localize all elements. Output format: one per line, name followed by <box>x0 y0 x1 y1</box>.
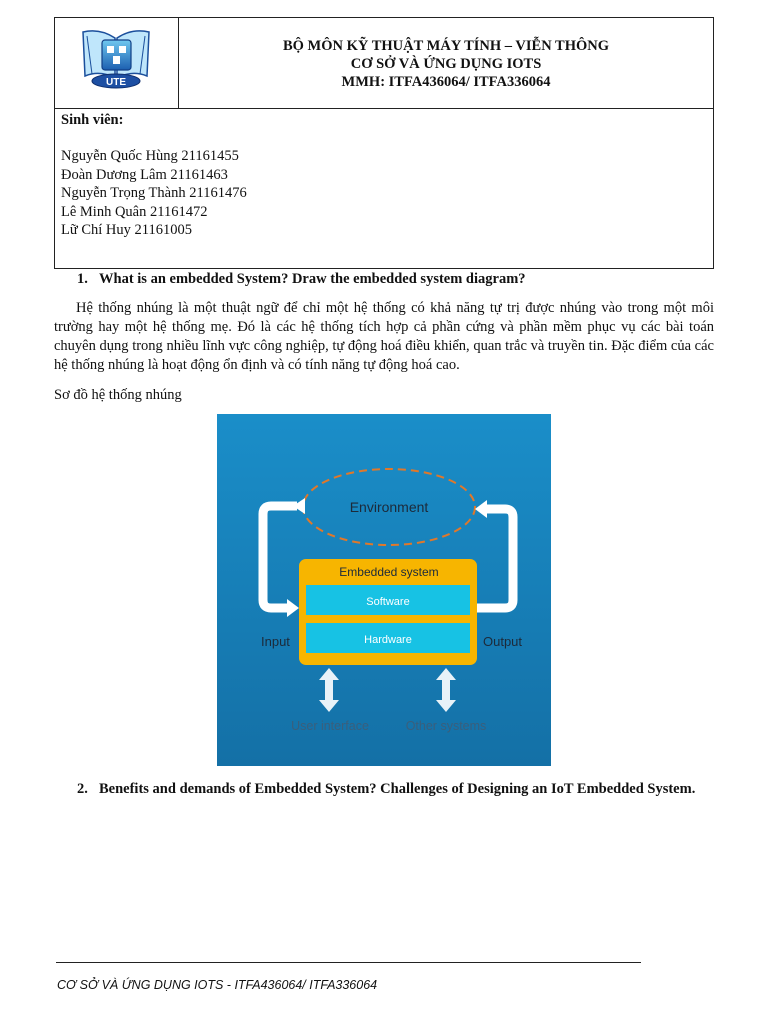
diagram-caption: Sơ đồ hệ thống nhúng <box>54 387 182 403</box>
user-interface-label: User interface <box>291 719 369 733</box>
question-2-number: 2. <box>77 781 88 797</box>
environment-label: Environment <box>349 499 429 515</box>
students-cell <box>55 109 713 268</box>
input-label: Input <box>261 634 290 649</box>
student-item: Đoàn Dương Lâm 21161463 <box>61 166 228 183</box>
logo-cell <box>55 18 179 108</box>
paragraph-text: Hệ thống nhúng là một thuật ngữ để chỉ một hệ thống có khả năng tự trị được nhúng vào trong một môi trường hay một hệ thống mẹ. Đó là các hệ thống tích hợp cả phần cứng và phần mềm phục vụ các bài toán chuyên dụng trong nhiều lĩnh vực công nghiệp, tự động hoá điều khiển, quan trắc và truyền tin. Đặc điểm của các hệ thống nhúng là hoạt động ổn định và có tính năng tự động hoá cao. <box>54 300 714 373</box>
title-cell <box>179 18 713 108</box>
embedded-system-label: Embedded system <box>339 565 439 579</box>
software-label: Software <box>366 596 410 608</box>
question-2-heading <box>77 780 695 798</box>
output-label: Output <box>483 634 523 649</box>
embedded-definition-paragraph <box>54 299 714 375</box>
other-systems-label: Other systems <box>405 719 487 733</box>
students-label: Sinh viên: <box>61 112 124 128</box>
logo-text: UTE <box>106 77 126 88</box>
course-code: MMH: ITFA436064/ ITFA336064 <box>341 74 551 90</box>
hardware-label: Hardware <box>364 634 412 646</box>
question-1-heading <box>77 270 526 288</box>
student-item: Nguyễn Quốc Hùng 21161455 <box>61 148 239 164</box>
header-table <box>54 17 714 269</box>
department-title: BỘ MÔN KỸ THUẬT MÁY TÍNH – VIỄN THÔNG <box>282 38 610 54</box>
question-1-text: What is an embedded System? Draw the embedded system diagram? <box>99 271 526 287</box>
ute-logo <box>55 18 178 108</box>
embedded-system-diagram <box>217 414 551 766</box>
student-list <box>61 147 707 240</box>
question-1-number: 1. <box>77 271 88 287</box>
header-row <box>55 18 713 109</box>
page-footer: CƠ SỞ VÀ ỨNG DỤNG IOTS - ITFA436064/ ITFA336064 <box>57 978 378 992</box>
course-title: CƠ SỞ VÀ ỨNG DỤNG IOTS <box>350 56 542 72</box>
student-item: Lê Minh Quân 21161472 <box>61 203 208 220</box>
question-2-text: Benefits and demands of Embedded System? Challenges of Designing an IoT Embedded System. <box>99 781 696 797</box>
student-item: Lữ Chí Huy 21161005 <box>61 222 192 238</box>
student-item: Nguyễn Trọng Thành 21161476 <box>61 185 247 201</box>
footer-divider <box>56 962 641 963</box>
